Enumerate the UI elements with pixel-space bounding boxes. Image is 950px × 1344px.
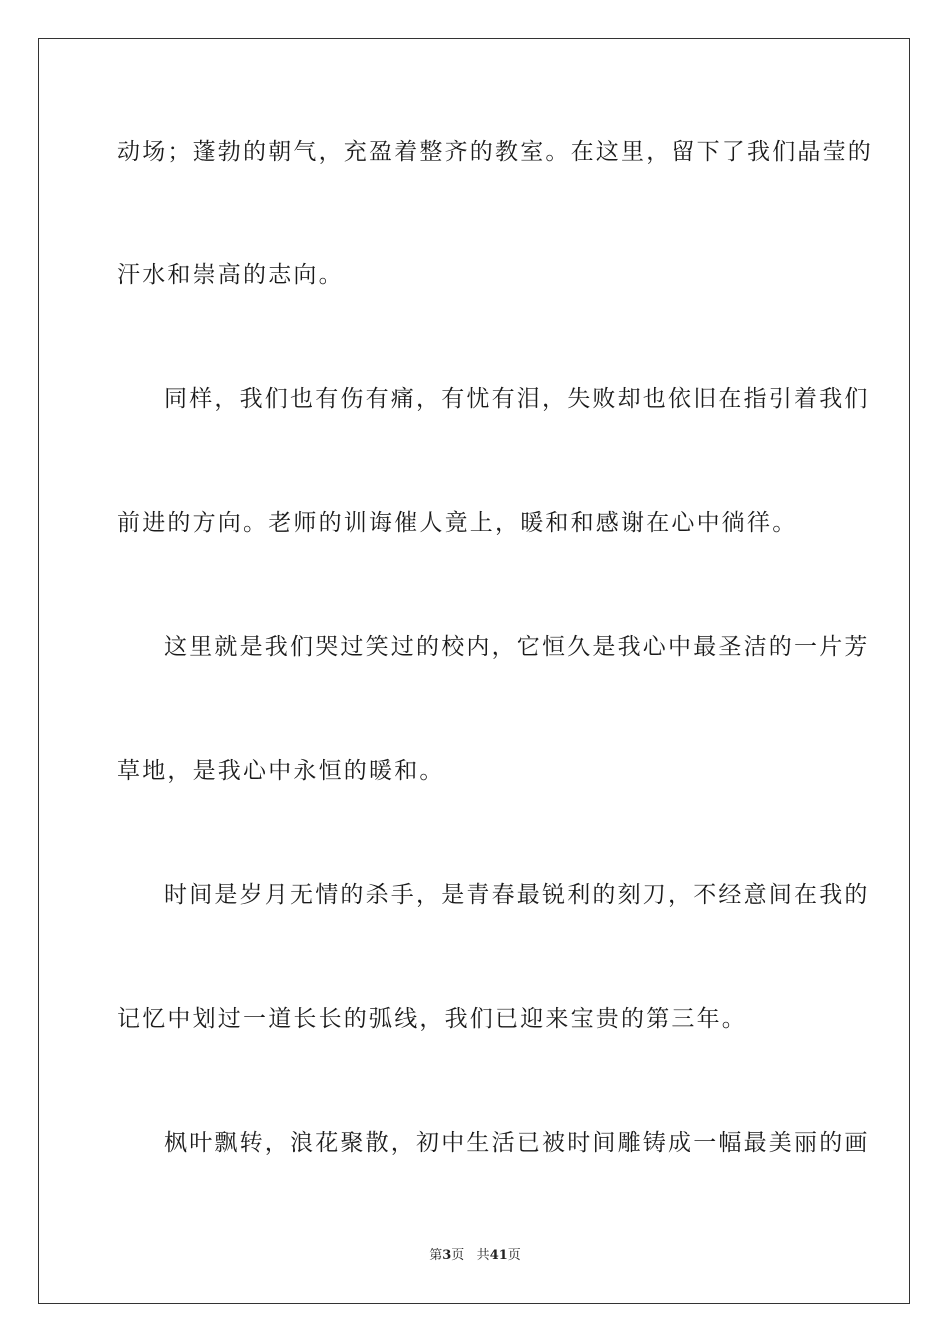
paragraph-line-7: 时间是岁月无情的杀手，是青春最锐利的刻刀，不经意间在我的 — [164, 882, 870, 908]
paragraph-line-6: 草地，是我心中永恒的暖和。 — [117, 758, 445, 784]
page-border — [38, 38, 910, 1304]
paragraph-line-3: 同样，我们也有伤有痛，有忧有泪，失败却也依旧在指引着我们 — [164, 386, 870, 412]
paragraph-line-8: 记忆中划过一道长长的弧线，我们已迎来宝贵的第三年。 — [117, 1006, 747, 1032]
paragraph-line-2: 汗水和崇高的志向。 — [117, 262, 344, 288]
paragraph-line-5: 这里就是我们哭过笑过的校内，它恒久是我心中最圣洁的一片芳 — [164, 634, 870, 660]
paragraph-line-1: 动场；蓬勃的朝气，充盈着整齐的教室。在这里，留下了我们晶莹的 — [117, 139, 873, 165]
page-footer — [0, 1247, 950, 1265]
total-suffix: 页 — [507, 1248, 521, 1263]
page-suffix: 页 — [451, 1248, 465, 1263]
total-prefix: 共 — [476, 1248, 490, 1263]
page-prefix: 第 — [429, 1248, 443, 1263]
total-pages: 41 — [489, 1248, 508, 1263]
paragraph-line-4: 前进的方向。老师的训诲催人竟上，暖和和感谢在心中徜徉。 — [117, 510, 798, 536]
page-number: 3 — [442, 1248, 452, 1263]
paragraph-line-9: 枫叶飘转，浪花聚散，初中生活已被时间雕铸成一幅最美丽的画 — [164, 1130, 870, 1156]
